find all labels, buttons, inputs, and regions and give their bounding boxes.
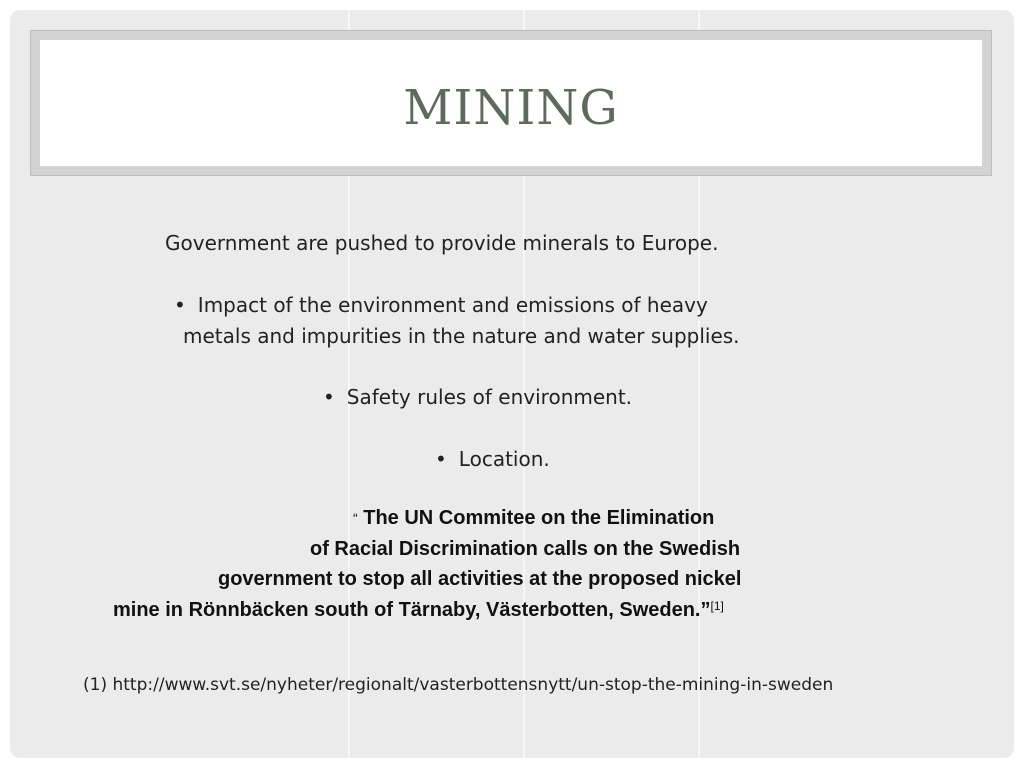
bullet-text: Location. (458, 447, 550, 471)
quote-line: of Racial Discrimination calls on the Swedish (310, 538, 741, 560)
slide-title: MINING (403, 80, 619, 136)
bullet-item (435, 447, 550, 471)
bullet-icon: • (323, 385, 335, 409)
bullet-item (323, 385, 632, 409)
quote-text: mine in Rönnbäcken south of Tärnaby, Västerbotten, Sweden.” (113, 599, 711, 621)
intro-text: Government are pushed to provide minerals to Europe. (165, 231, 719, 255)
quote-line: government to stop all activities at the proposed nickel (218, 568, 742, 590)
bullet-icon: • (174, 293, 186, 317)
quote-open-mark: “ (353, 510, 358, 526)
quote-text: The UN Commitee on the Elimination (363, 507, 715, 529)
slide (10, 10, 1014, 758)
reference-marker: [1] (710, 599, 724, 613)
bullet-icon: • (435, 447, 447, 471)
source-link[interactable]: (1) http://www.svt.se/nyheter/regionalt/vasterbottensnytt/un-stop-the-mining-in-sweden (83, 675, 834, 695)
bullet-text: Impact of the environment and emissions of heavy (197, 293, 708, 317)
bullet-item (174, 293, 708, 317)
title-box (40, 40, 982, 166)
quote-line (113, 598, 724, 622)
bullet-text: Safety rules of environment. (346, 385, 633, 409)
bullet-continuation: metals and impurities in the nature and water supplies. (183, 324, 740, 348)
quote-line (353, 506, 714, 530)
